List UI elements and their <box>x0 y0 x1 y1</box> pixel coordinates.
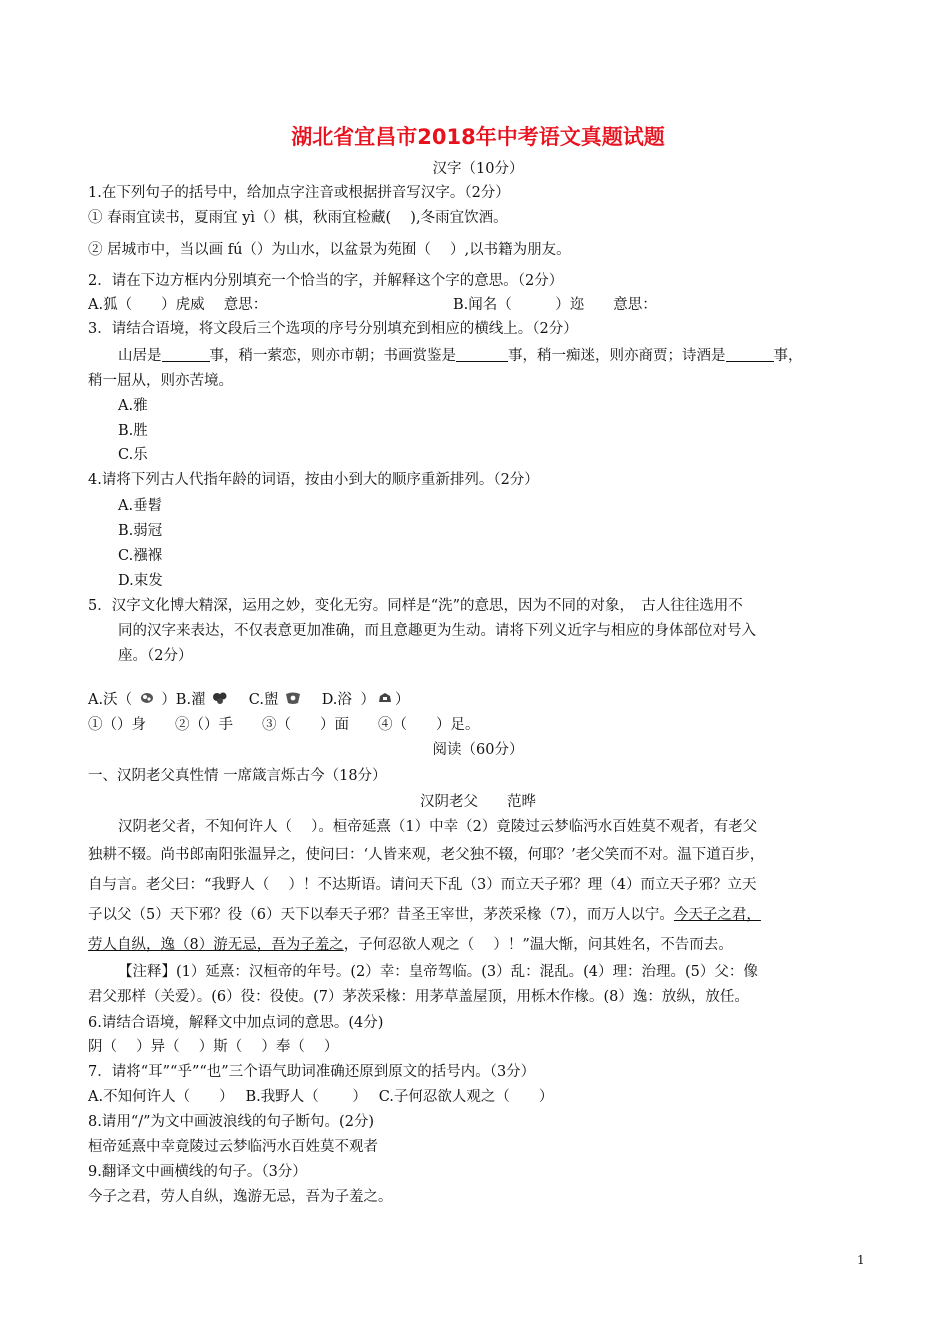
q5-option-b: ）B.濯 <box>161 692 206 708</box>
q3-blank-1[interactable] <box>162 347 210 362</box>
q3-option: A.雅 <box>118 398 148 414</box>
q3-option: C.乐 <box>118 447 148 463</box>
q4-option: C.襁褓 <box>118 548 163 564</box>
hair-washing-glyph-icon <box>210 690 230 706</box>
q3-text-2: 事，稍一萦恋，则亦市朝；书画赏鉴是 <box>209 348 456 364</box>
reading-part-1-heading: 一、汉阴老父真性情 一席箴言烁古今（18分） <box>88 768 387 784</box>
question-5-line-2: 同的汉字来表达，不仅表意更加准确，而且意趣更为生动。请将下列义近字与相应的身体部位对号入 <box>118 623 756 639</box>
reading-section-heading: 阅读（60分） <box>432 742 524 758</box>
q5-paren-close: ） <box>395 692 410 708</box>
q5-paren-open: ） <box>360 692 376 708</box>
passage-line <box>88 906 761 924</box>
question-2: 2．请在下边方框内分别填充一个恰当的字，并解释这个字的意思。（2分） <box>88 273 564 289</box>
q4-option: D.束发 <box>118 573 163 589</box>
document-title: 湖北省宜昌市2018年中考语文真题试题 <box>291 125 665 149</box>
question-6-items: 阴（ ）异（ ）斯（ ）奉（ ） <box>88 1039 339 1055</box>
question-8-text: 桓帝延熹中幸竟陵过云梦临沔水百姓莫不观者 <box>88 1139 378 1155</box>
exam-page <box>88 0 868 1344</box>
question-5-line-3: 座。（2分） <box>118 648 193 664</box>
question-9-text: 今子之君，劳人自纵，逸游无忌，吾为子羞之。 <box>88 1189 393 1205</box>
question-9: 9.翻译文中画横线的句子。（3分） <box>88 1164 307 1180</box>
question-5-line-1: 5．汉字文化博大精深，运用之妙，变化无穷。同样是“洗”的意思，因为不同的对象， 古人往往选用不 <box>88 598 743 614</box>
face-washing-glyph-icon <box>283 690 303 706</box>
passage-text: ，子何忍欲人观之（ ）！”温大惭，问其姓名，不告而去。 <box>343 937 733 953</box>
bathing-glyph-icon <box>375 690 395 706</box>
question-2-option-a: A.狐（ ）虎威 意思： <box>88 297 268 313</box>
q4-option: B.弱冠 <box>118 523 163 539</box>
passage-text: 子以父（5）天下邪？役（6）天下以奉天子邪？昔圣王宰世，茅茨采椽（7），而万人以宁。 <box>88 907 674 923</box>
question-3-passage-line-2: 稍一屈从，则亦苦境。 <box>88 373 233 389</box>
question-7: 7．请将“耳”“乎”“也”三个语气助词准确还原到原文的括号内。（3分） <box>88 1064 536 1080</box>
question-8: 8.请用“/”为文中画波浪线的句子断句。(2分) <box>88 1114 375 1130</box>
passage-line: 汉阴老父者，不知何许人（ ）。桓帝延熹（1）中幸（2）竟陵过云梦临沔水百姓莫不观者，有老父 <box>118 819 758 835</box>
question-3: 3．请结合语境，将文段后三个选项的序号分别填充到相应的横线上。（2分） <box>88 321 578 337</box>
question-1-item-1: ① 春雨宜读书，夏雨宜 yì（）棋，秋雨宜检藏( ),冬雨宜饮酒。 <box>88 210 508 226</box>
q5-option-a: A.沃（ <box>88 692 133 708</box>
q3-text-1: 山居是 <box>118 348 162 364</box>
passage-line: 自与言。老父曰：“我野人（ ）！不达斯语。请问天下乱（3）而立天子邪？理（4）而立天子邪？立天 <box>88 877 757 893</box>
q7-option-a: A.不知何许人（ ） <box>88 1089 227 1105</box>
q3-text-4: 事， <box>773 348 803 364</box>
q4-option: A.垂髫 <box>118 498 163 514</box>
passage-line <box>88 936 733 954</box>
passage-title: 汉阴老父 范晔 <box>420 794 536 810</box>
question-1-item-2: ② 居城市中，当以画 fú（）为山水，以盆景为苑囿（ ）,以书籍为朋友。 <box>88 242 571 258</box>
question-4: 4.请将下列古人代指年龄的词语，按由小到大的顺序重新排列。（2分） <box>88 472 539 488</box>
q3-option: B.胜 <box>118 423 148 439</box>
question-1: 1.在下列句子的括号中，给加点字注音或根据拼音写汉字。（2分） <box>88 185 510 201</box>
q5-option-c: C.盥 <box>248 692 279 708</box>
question-7-options <box>88 1088 553 1106</box>
question-5-options <box>88 690 410 709</box>
hanzi-section-heading: 汉字（10分） <box>432 161 524 177</box>
annotation-line: 【注释】(1）延熹：汉桓帝的年号。(2）幸：皇帝驾临。(3）乱：混乱。(4）理：治理。(5）父：像 <box>118 964 758 980</box>
q3-text-3: 事，稍一痴迷，则亦商贾；诗酒是 <box>508 348 726 364</box>
question-5-matching: ①（）身 ②（）手 ③（ ）面 ④（ ）足。 <box>88 717 480 733</box>
q7-option-c: C.子何忍欲人观之（ ） <box>378 1089 554 1105</box>
page-number: 1 <box>857 1253 865 1267</box>
question-6: 6.请结合语境，解释文中加点词的意思。(4分) <box>88 1015 384 1031</box>
underlined-sentence: 劳人自纵，逸（8）游无忌，吾为子羞之 <box>88 937 344 953</box>
passage-line: 独耕不辍。尚书郎南阳张温异之，使问曰：‘人皆来观，老父独不辍，何耶？’老父笑而不对。温下道百步， <box>88 847 765 863</box>
q7-option-b: B.我野人（ ） <box>245 1089 360 1105</box>
q3-blank-2[interactable] <box>456 347 508 362</box>
question-3-passage-line-1 <box>118 347 803 365</box>
q5-option-d: D.浴 <box>321 692 352 708</box>
hand-washing-glyph-icon <box>137 690 157 706</box>
annotation-line: 君父那样（关爱）。(6）役：役使。(7）茅茨采椽：用茅草盖屋顶，用栎木作椽。(8）逸：放纵，放任。 <box>88 989 749 1005</box>
underlined-sentence: 今天子之君， <box>673 907 761 923</box>
q3-blank-3[interactable] <box>726 347 774 362</box>
question-2-option-b: B.闻名（ ）迩 意思： <box>453 297 657 313</box>
